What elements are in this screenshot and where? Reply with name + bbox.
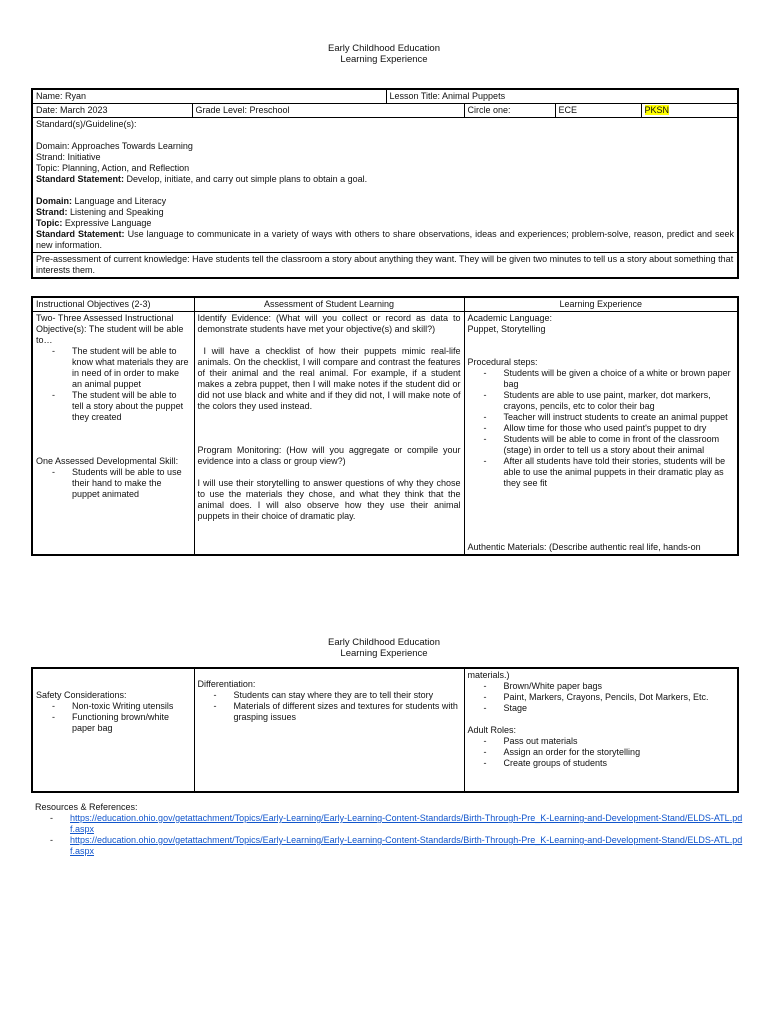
list-item: - Teacher will instruct students to create an animal puppet <box>504 412 735 423</box>
authentic-materials: Authentic Materials: (Describe authentic real life, hands-on <box>467 541 701 552</box>
safety-label: Safety Considerations: <box>36 690 127 700</box>
header-subtitle: Learning Experience <box>340 54 428 65</box>
safety-list <box>36 701 191 734</box>
list-item: - Pass out materials <box>504 736 735 747</box>
dev-skill-label: One Assessed Developmental Skill: <box>36 456 179 466</box>
list-item <box>70 835 745 857</box>
dev-skills-list <box>36 467 191 500</box>
ece-option: ECE <box>555 104 641 118</box>
pksn-highlight: PKSN <box>644 105 670 115</box>
list-item: - Assign an order for the storytelling <box>504 747 735 758</box>
procedural-steps-list <box>468 368 735 489</box>
objectives-list <box>36 346 191 423</box>
resources-section <box>35 802 745 857</box>
list-item: - Allow time for those who used paint's puppet to dry <box>504 423 735 434</box>
differentiation-label: Differentiation: <box>197 679 256 689</box>
program-monitoring: Program Monitoring: (How will you aggregate or compile your evidence into a class or group view?) <box>197 445 461 466</box>
info-table <box>31 88 739 279</box>
learning-experience-header: Learning Experience <box>464 297 738 312</box>
strand1: Strand: Initiative <box>36 152 101 162</box>
academic-language: Puppet, Storytelling <box>467 324 546 334</box>
adult-roles-list <box>468 736 735 769</box>
objectives-header: Instructional Objectives (2-3) <box>32 297 194 312</box>
resources-label: Resources & References: <box>35 802 138 812</box>
domain1: Domain: Approaches Towards Learning <box>36 141 193 151</box>
monitoring-text: I will use their storytelling to answer questions of why they chose to use the materials they chose, and what they think that the animal does. I will also observe how they use their animal puppets in their choice of dramatic play. <box>197 478 461 521</box>
pksn-option <box>641 104 738 118</box>
lesson-title-cell: Lesson Title: Animal Puppets <box>386 89 738 104</box>
pre-assessment-cell: Pre-assessment of current knowledge: Have students tell the classroom a story about anything they want. They will be given two minutes to tell us a story about something that interests them. <box>32 253 738 279</box>
materials-cont: materials.) <box>467 670 510 680</box>
objectives-intro: Two- Three Assessed Instructional Objective(s): The student will be able to… <box>36 313 184 345</box>
standard-statement1: Standard Statement: Develop, initiate, and carry out simple plans to obtain a goal. <box>36 174 368 184</box>
differentiation-cell <box>194 668 464 792</box>
header-subtitle: Learning Experience <box>340 648 428 659</box>
learning-experience-cell <box>464 312 738 555</box>
name-cell: Name: Ryan <box>32 89 386 104</box>
list-item: - Functioning brown/white paper bag <box>72 712 191 734</box>
header-title: Early Childhood Education <box>328 637 440 648</box>
list-item: - Non-toxic Writing utensils <box>72 701 191 712</box>
list-item <box>70 813 745 835</box>
standards-cell <box>32 118 738 253</box>
checklist-text: I will have a checklist of how their puppets mimic real-life animals. On the checklist, I will compare and contrast the features of their animal and the real animal. For example, if a student makes a zebra puppet, then I will make notes if the student did or did not use black and white and if they did not, I will make note of the colors they used instead. <box>197 346 461 411</box>
domain2: Domain: Language and Literacy <box>36 196 167 206</box>
list-item: - Materials of different sizes and textures for students with grasping issues <box>234 701 461 723</box>
list-item: - After all students have told their stories, students will be able to use the animal puppets in their dramatic play as they see fit <box>504 456 735 489</box>
identify-evidence: Identify Evidence: (What will you collect or record as data to demonstrate students have met your objective(s) and skill?) <box>197 313 461 334</box>
list-item: - Students are able to use paint, marker, dot markers, crayons, pencils, etc to color their bag <box>504 390 735 412</box>
differentiation-list <box>198 690 461 723</box>
date-cell: Date: March 2023 <box>32 104 192 118</box>
adult-roles-label: Adult Roles: <box>467 725 517 735</box>
list-item: - Brown/White paper bags <box>504 681 735 692</box>
list-item: - Students will be able to use their hand to make the puppet animated <box>72 467 191 500</box>
list-item: - The student will be able to tell a story about the puppet they created <box>72 390 191 423</box>
list-item: - Paint, Markers, Crayons, Pencils, Dot Markers, Etc. <box>504 692 735 703</box>
page2-header <box>0 637 768 659</box>
assessment-header: Assessment of Student Learning <box>194 297 464 312</box>
topic1: Topic: Planning, Action, and Reflection <box>36 163 190 173</box>
assessment-cell <box>194 312 464 555</box>
page1-header <box>0 43 768 65</box>
list-item: - Create groups of students <box>504 758 735 769</box>
header-title: Early Childhood Education <box>328 43 440 54</box>
materials-list <box>468 681 735 714</box>
circle-one-label: Circle one: <box>464 104 555 118</box>
academic-language-label: Academic Language: <box>467 313 553 323</box>
list-item: - Stage <box>504 703 735 714</box>
topic2: Topic: Expressive Language <box>36 218 152 228</box>
resources-list <box>35 813 745 857</box>
objectives-cell <box>32 312 194 555</box>
materials-cell <box>464 668 738 792</box>
list-item: - Students will be able to come in front of the classroom (stage) in order to tell us a story about their animal <box>504 434 735 456</box>
grade-level-cell: Grade Level: Preschool <box>192 104 464 118</box>
safety-cell <box>32 668 194 792</box>
list-item: - Students can stay where they are to tell their story <box>234 690 461 701</box>
list-item: - Students will be given a choice of a white or brown paper bag <box>504 368 735 390</box>
procedural-label: Procedural steps: <box>467 357 538 367</box>
list-item: - The student will be able to know what materials they are in need of in order to make an animal puppet <box>72 346 191 390</box>
standard-statement2: Standard Statement: Use language to communicate in a variety of ways with others to share observations, ideas and experiences; problem-solve, reason, predict and seek new information. <box>36 229 734 250</box>
standards-label: Standard(s)/Guideline(s): <box>36 119 137 129</box>
continued-table <box>31 667 739 793</box>
plan-table <box>31 296 739 556</box>
strand2: Strand: Listening and Speaking <box>36 207 164 217</box>
resource-link[interactable]: https://education.ohio.gov/getattachment/Topics/Early-Learning/Early-Learning-Content-Standards/Birth-Through-Pre_K-Learning-and-Development-Stand/ELDS-ATL.pdf.aspx <box>70 835 743 856</box>
resource-link[interactable]: https://education.ohio.gov/getattachment/Topics/Early-Learning/Early-Learning-Content-Standards/Birth-Through-Pre_K-Learning-and-Development-Stand/ELDS-ATL.pdf.aspx <box>70 813 743 834</box>
